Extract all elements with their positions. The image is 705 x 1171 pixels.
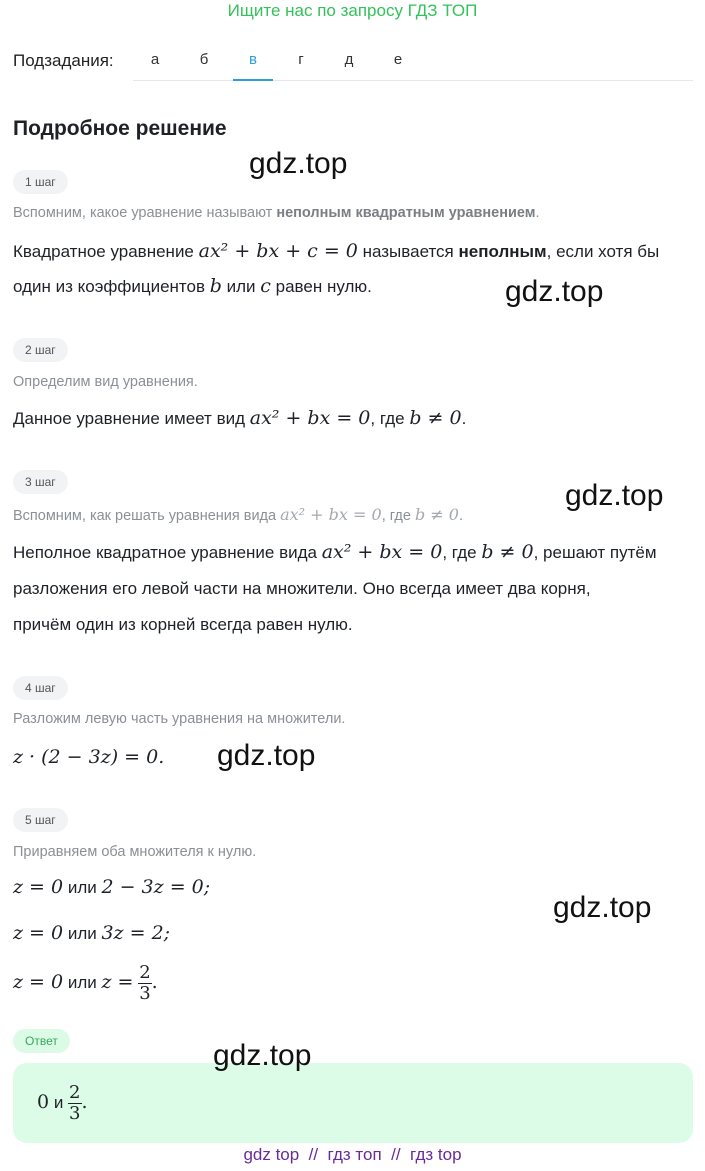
step-3-line-3: причём один из корней всегда равен нулю. (13, 615, 353, 634)
step-1-hint: Вспомним, какое уравнение называют неполным квадратным уравнением. (13, 205, 540, 221)
step-3-hint: Вспомним, как решать уравнения вида ax² + bx = 0, где b ≠ 0. (13, 505, 463, 524)
quadratic-equation: ax² + bx + c = 0 (198, 240, 358, 262)
tab-a[interactable]: а (150, 51, 160, 68)
step-3-line-1: Неполное квадратное уравнение вида ax² + bx = 0, где b ≠ 0, решают путём (13, 541, 657, 563)
step-5-equation-3: z = 0 или z = $\frac{2}{3}$ . (13, 962, 158, 1004)
tab-e[interactable]: е (393, 51, 403, 68)
subtasks-label: Подзадания: (13, 51, 114, 70)
step-4-hint: Разложим левую часть уравнения на множители. (13, 711, 346, 727)
watermark: gdz.top (505, 275, 604, 308)
watermark: gdz.top (553, 891, 652, 924)
step-2-badge: 2 шаг (13, 338, 68, 362)
step-4-badge: 4 шаг (13, 676, 68, 700)
step-5-hint: Приравняем оба множителя к нулю. (13, 844, 257, 860)
watermark: gdz.top (217, 739, 316, 772)
step-2-hint: Определим вид уравнения. (13, 374, 198, 390)
step-3-line-2: разложения его левой части на множители. Оно всегда имеет два корня, (13, 579, 591, 598)
tab-d[interactable]: д (344, 51, 354, 68)
watermark: gdz.top (565, 479, 664, 512)
watermark: gdz.top (213, 1039, 312, 1072)
solution-heading: Подробное решение (13, 117, 227, 140)
tab-b[interactable]: б (199, 51, 209, 68)
answer-content: 0 и $\frac{2}{3}$ . (37, 1082, 88, 1124)
tab-v[interactable]: в (233, 51, 273, 81)
search-banner: Ищите нас по запросу ГДЗ ТОП (227, 1, 478, 20)
step-4-equation: z · (2 − 3z) = 0. (13, 746, 165, 768)
step-5-equation-1: z = 0 или 2 − 3z = 0; (13, 876, 211, 898)
step-1-line-2: один из коэффициентов b или c равен нулю. (13, 275, 372, 297)
footer-links[interactable]: gdz top // гдз топ // гдз top (243, 1145, 462, 1164)
step-3-badge: 3 шаг (13, 470, 68, 494)
step-2-line: Данное уравнение имеет вид ax² + bx = 0, где b ≠ 0. (13, 407, 467, 429)
subtask-tabs (133, 43, 693, 81)
answer-fraction: $\frac{2}{3}$ (69, 1082, 81, 1124)
step-5-equation-2: z = 0 или 3z = 2; (13, 922, 171, 944)
step-5-badge: 5 шаг (13, 808, 68, 832)
step-1-badge: 1 шаг (13, 170, 68, 194)
watermark: gdz.top (249, 147, 348, 180)
answer-badge: Ответ (13, 1029, 70, 1053)
step-1-line-1: Квадратное уравнение ax² + bx + c = 0 называется неполным, если хотя бы (13, 240, 660, 262)
answer-box (13, 1063, 693, 1143)
tab-g[interactable]: г (298, 51, 304, 68)
fraction-two-thirds: $\frac{2}{3}$ (139, 962, 151, 1004)
